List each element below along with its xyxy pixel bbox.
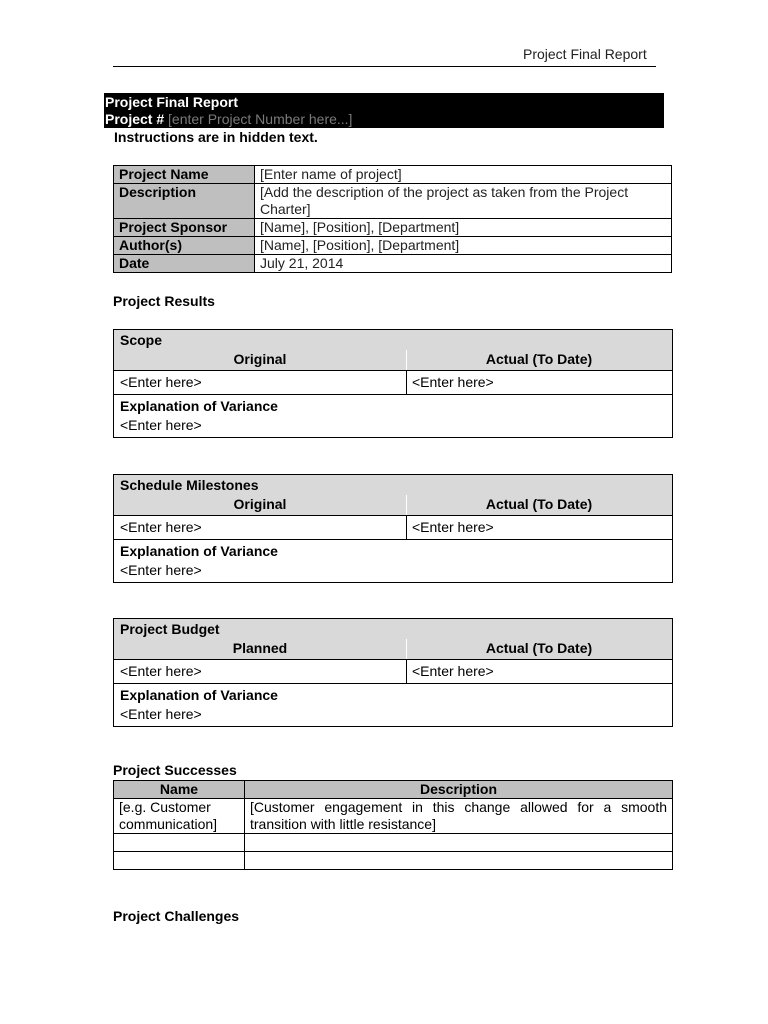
budget-header [114, 619, 672, 660]
info-label: Author(s) [114, 237, 255, 255]
project-number-line [105, 111, 664, 128]
table-row [114, 799, 673, 834]
info-label: Description [114, 184, 255, 219]
title-bar [104, 93, 664, 128]
instructions-note: Instructions are in hidden text. [114, 129, 318, 145]
budget-planned-value[interactable]: <Enter here> [120, 663, 202, 679]
info-value[interactable]: [Enter name of project] [255, 166, 672, 184]
schedule-header [114, 475, 672, 516]
scope-header [114, 330, 672, 371]
scope-section [113, 329, 673, 438]
scope-title: Scope [120, 332, 163, 348]
info-value[interactable]: [Name], [Position], [Department] [255, 237, 672, 255]
schedule-col-original: Original [233, 496, 287, 512]
scope-col-actual: Actual (To Date) [485, 351, 593, 367]
page-header: Project Final Report [523, 46, 647, 62]
document-title: Project Final Report [105, 94, 239, 110]
success-name-empty[interactable] [114, 834, 245, 852]
variance-label: Explanation of Variance [120, 543, 278, 559]
variance-value[interactable]: <Enter here> [120, 706, 202, 722]
budget-col-actual: Actual (To Date) [485, 640, 593, 656]
budget-section [113, 618, 673, 727]
table-row [114, 852, 673, 870]
variance-value[interactable]: <Enter here> [120, 417, 202, 433]
project-challenges-heading: Project Challenges [113, 908, 240, 924]
budget-col-planned: Planned [232, 640, 288, 656]
scope-values-row [114, 371, 672, 395]
budget-values-row [114, 660, 672, 684]
table-row [114, 834, 673, 852]
variance-value[interactable]: <Enter here> [120, 562, 202, 578]
project-results-heading: Project Results [113, 293, 215, 309]
variance-label: Explanation of Variance [120, 398, 278, 414]
header-rule [113, 66, 656, 67]
schedule-col-actual: Actual (To Date) [485, 496, 593, 512]
column-divider [406, 371, 407, 394]
info-row [114, 184, 672, 219]
info-row [114, 255, 672, 273]
scope-variance [114, 395, 672, 437]
project-info-table [113, 165, 672, 273]
column-divider [406, 516, 407, 539]
budget-title: Project Budget [120, 621, 220, 637]
schedule-title: Schedule Milestones [120, 477, 259, 493]
schedule-original-value[interactable]: <Enter here> [120, 519, 202, 535]
info-label: Project Sponsor [114, 219, 255, 237]
info-value[interactable]: [Add the description of the project as taken from the Project Charter] [255, 184, 672, 219]
successes-header-row [114, 781, 673, 799]
success-description-empty[interactable] [245, 834, 673, 852]
variance-label: Explanation of Variance [120, 687, 278, 703]
project-successes-heading: Project Successes [113, 762, 237, 778]
schedule-variance [114, 540, 672, 582]
info-label: Project Name [114, 166, 255, 184]
scope-col-original: Original [233, 351, 287, 367]
budget-actual-value[interactable]: <Enter here> [412, 663, 494, 679]
schedule-values-row [114, 516, 672, 540]
success-name-empty[interactable] [114, 852, 245, 870]
successes-table [113, 780, 673, 870]
project-number-placeholder[interactable]: [enter Project Number here...] [168, 111, 353, 127]
col-name-header: Name [114, 781, 245, 799]
info-row [114, 237, 672, 255]
scope-actual-value[interactable]: <Enter here> [412, 374, 494, 390]
schedule-actual-value[interactable]: <Enter here> [412, 519, 494, 535]
info-value[interactable]: [Name], [Position], [Department] [255, 219, 672, 237]
success-name[interactable]: [e.g. Customer communication] [114, 799, 245, 834]
column-divider [406, 660, 407, 683]
success-description[interactable]: [Customer engagement in this change allowed for a smooth transition with little resistance] [245, 799, 673, 834]
project-number-label: Project # [105, 111, 165, 127]
schedule-section [113, 474, 673, 583]
info-label: Date [114, 255, 255, 273]
info-row [114, 219, 672, 237]
info-value[interactable]: July 21, 2014 [255, 255, 672, 273]
scope-original-value[interactable]: <Enter here> [120, 374, 202, 390]
success-description-empty[interactable] [245, 852, 673, 870]
info-row [114, 166, 672, 184]
col-description-header: Description [245, 781, 673, 799]
budget-variance [114, 684, 672, 726]
